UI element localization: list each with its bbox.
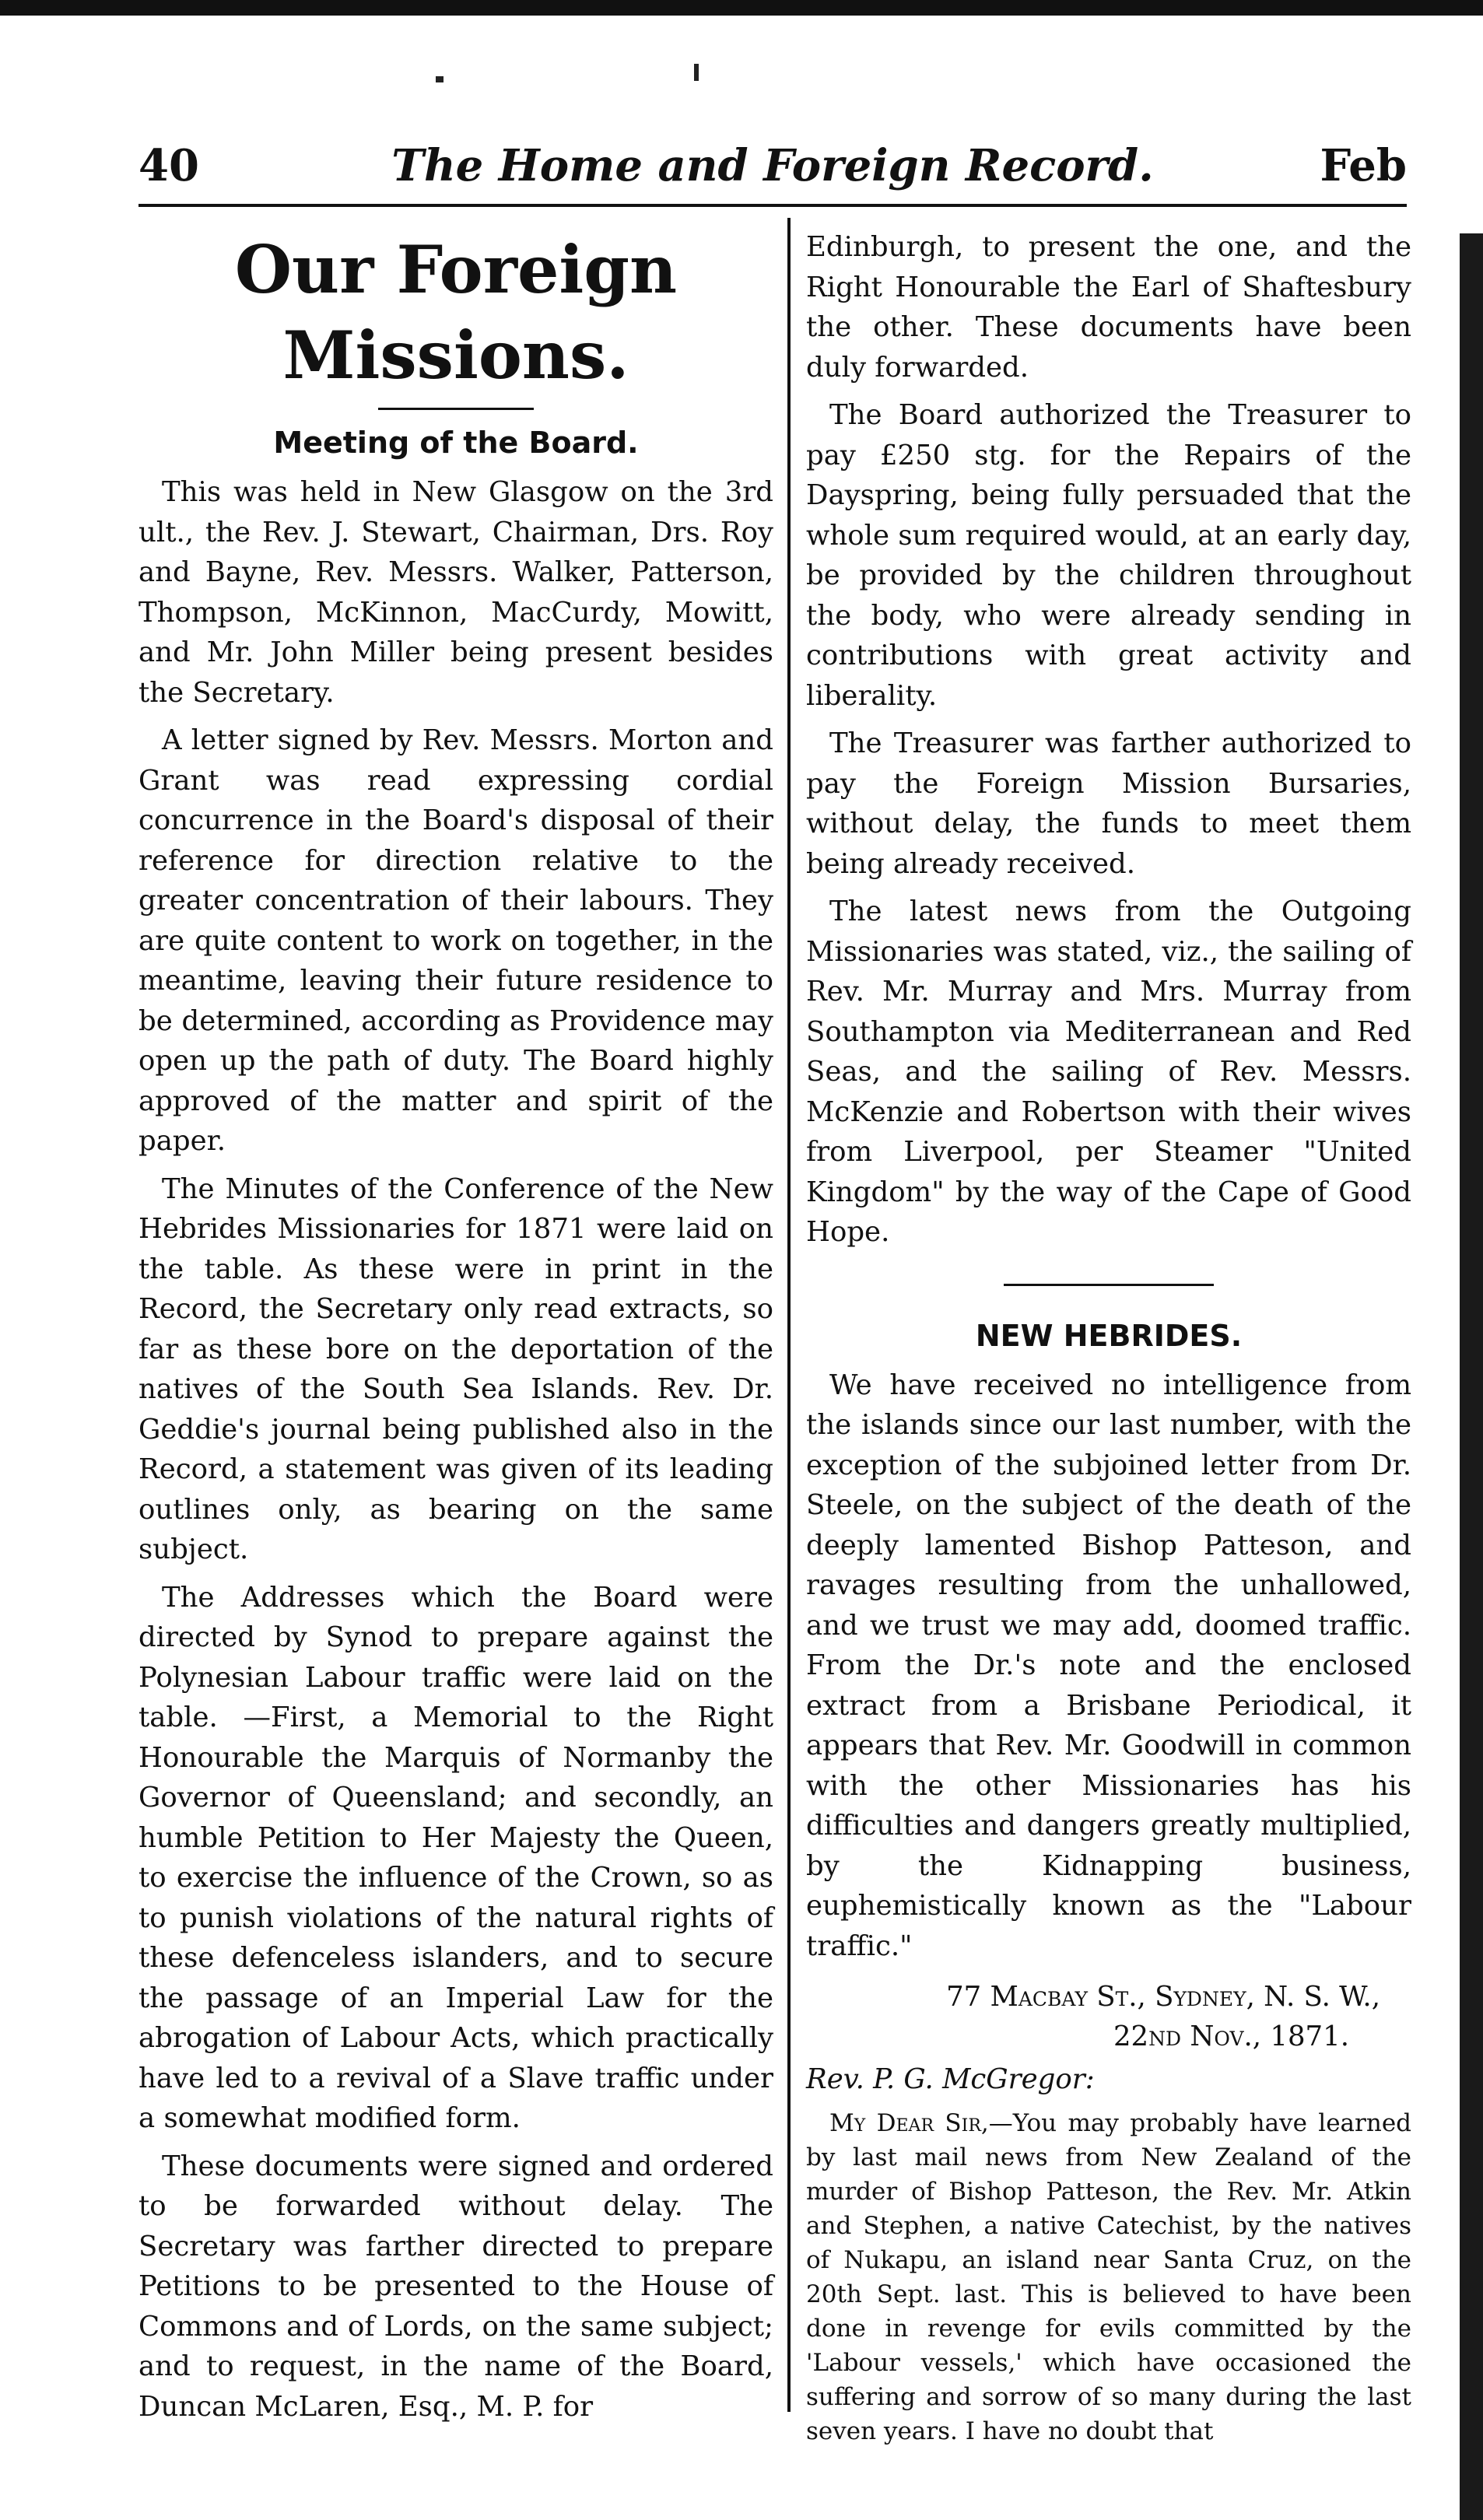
journal-title: The Home and Foreign Record.: [391, 140, 1154, 191]
subheading: Meeting of the Board.: [273, 426, 639, 460]
section-heading: NEW HEBRIDES.: [975, 1318, 1243, 1353]
paragraph: The Board authorized the Treasurer to pay £250 stg. for the Repairs of the Dayspring, being fully persuaded that the whole sum required would, at an early day, be provided by the children throughout the body, who were already sending in contributions with great activity and liberality.: [806, 399, 1411, 712]
letter-opening: My Dear Sir,: [829, 2108, 989, 2137]
page-number: 40: [138, 140, 199, 191]
right-column: [806, 227, 1411, 2456]
letter-dateline: [806, 1977, 1411, 2056]
header-rule: [138, 204, 1407, 207]
paragraph: This was held in New Glasgow on the 3rd ult., the Rev. J. Stewart, Chairman, Drs. Roy and Bayne, Rev. Messrs. Walker, Patterson, Thompson, McKinnon, MacCurdy, Mowitt, and Mr. John Miller being present besides the Secretary.: [138, 476, 773, 709]
page-header: [138, 140, 1407, 195]
section-separator: [1004, 1284, 1214, 1286]
paragraph: These documents were signed and ordered to be forwarded without delay. The Secretary was farther directed to prepare Petitions to be presented to the House of Commons and of Lords, on the same subject; and to request, in the name of the Board, Duncan McLaren, Esq., M. P. for: [138, 2150, 773, 2423]
letter-body: —You may probably have learned by last mail news from New Zealand of the murder of Bishop Patteson, the Rev. Mr. Atkin and Stephen, a native Catechist, by the natives of Nukapu, an island near Santa Cruz, on the 20th Sept. last. This is believed to have been done in revenge for evils committed by the 'Labour vessels,' which have occasioned the suffering and sorrow of so many during the last seven years. I have no doubt that: [806, 2108, 1412, 2445]
issue-month: Feb: [1320, 140, 1407, 191]
title-rule: [378, 408, 534, 410]
scan-speck: [436, 76, 443, 82]
paragraph: The Treasurer was farther authorized to pay the Foreign Mission Bursaries, without delay, the funds to meet them being already received.: [806, 727, 1411, 880]
dateline-date: 22nd Nov., 1871.: [1113, 2021, 1349, 2052]
paragraph: The Addresses which the Board were directed by Synod to prepare against the Polynesian Labour traffic were laid on the table. —First, a Memorial to the Right Honourable the Marquis of Normanby the Governor of Queensland; and secondly, an humble Petition to Her Majesty the Queen, to exercise the influence of the Crown, so as to punish violations of the natural rights of these defenceless islanders, and to secure the passage of an Imperial Law for the abrogation of Labour Acts, which practically have led to a revival of a Slave traffic under a somewhat modified form.: [138, 1581, 773, 2134]
paragraph: A letter signed by Rev. Messrs. Morton and Grant was read expressing cordial concurrence in the Board's disposal of their reference for direction relative to the greater concentration of their labours. They are quite content to work on together, in the meantime, leaving their future residence to be determined, according as Providence may open up the path of duty. The Board highly approved of the matter and spirit of the paper.: [138, 724, 773, 1157]
top-border: [0, 0, 1483, 16]
letter-salutation: Rev. P. G. McGregor:: [806, 2063, 1095, 2095]
paragraph: The latest news from the Outgoing Missionaries was stated, viz., the sailing of Rev. Mr. Murray and Mrs. Murray from Southampton via Mediterranean and Red Seas, and the sailing of Rev. Messrs. McKenzie and Robertson with their wives from Liverpool, per Steamer "United Kingdom" by the way of the Cape of Good Hope.: [806, 895, 1411, 1248]
letter-text: [806, 2106, 1411, 2448]
left-column: [138, 227, 773, 2434]
scan-speck: [694, 64, 699, 81]
scan-edge-shadow: [1460, 233, 1483, 2520]
paragraph: Edinburgh, to present the one, and the Right Honourable the Earl of Shaftesbury the other. These documents have been duly forwarded.: [806, 231, 1411, 384]
paragraph: We have received no intelligence from the islands since our last number, with the exception of the subjoined letter from Dr. Steele, on the subject of the death of the deeply lamented Bishop Patteson, and ravages resulting from the unhallowed, and we trust we may add, doomed traffic. From the Dr.'s note and the enclosed extract from a Brisbane Periodical, it appears that Rev. Mr. Goodwill in common with the other Missionaries has his difficulties and dangers greatly multiplied, by the Kidnapping business, euphemistically known as the "Labour traffic.": [806, 1369, 1411, 1962]
column-divider: [787, 218, 791, 2412]
dateline-address: 77 Macbay St., Sydney, N. S. W.,: [946, 1981, 1380, 2013]
section-title: Our Foreign Missions.: [234, 231, 678, 394]
paragraph: The Minutes of the Conference of the New Hebrides Missionaries for 1871 were laid on the table. As these were in print in the Record, the Secretary only read extracts, so far as these bore on the deportation of the natives of the South Sea Islands. Rev. Dr. Geddie's journal being published also in the Record, a statement was given of its leading outlines only, as bearing on the same subject.: [138, 1172, 773, 1565]
